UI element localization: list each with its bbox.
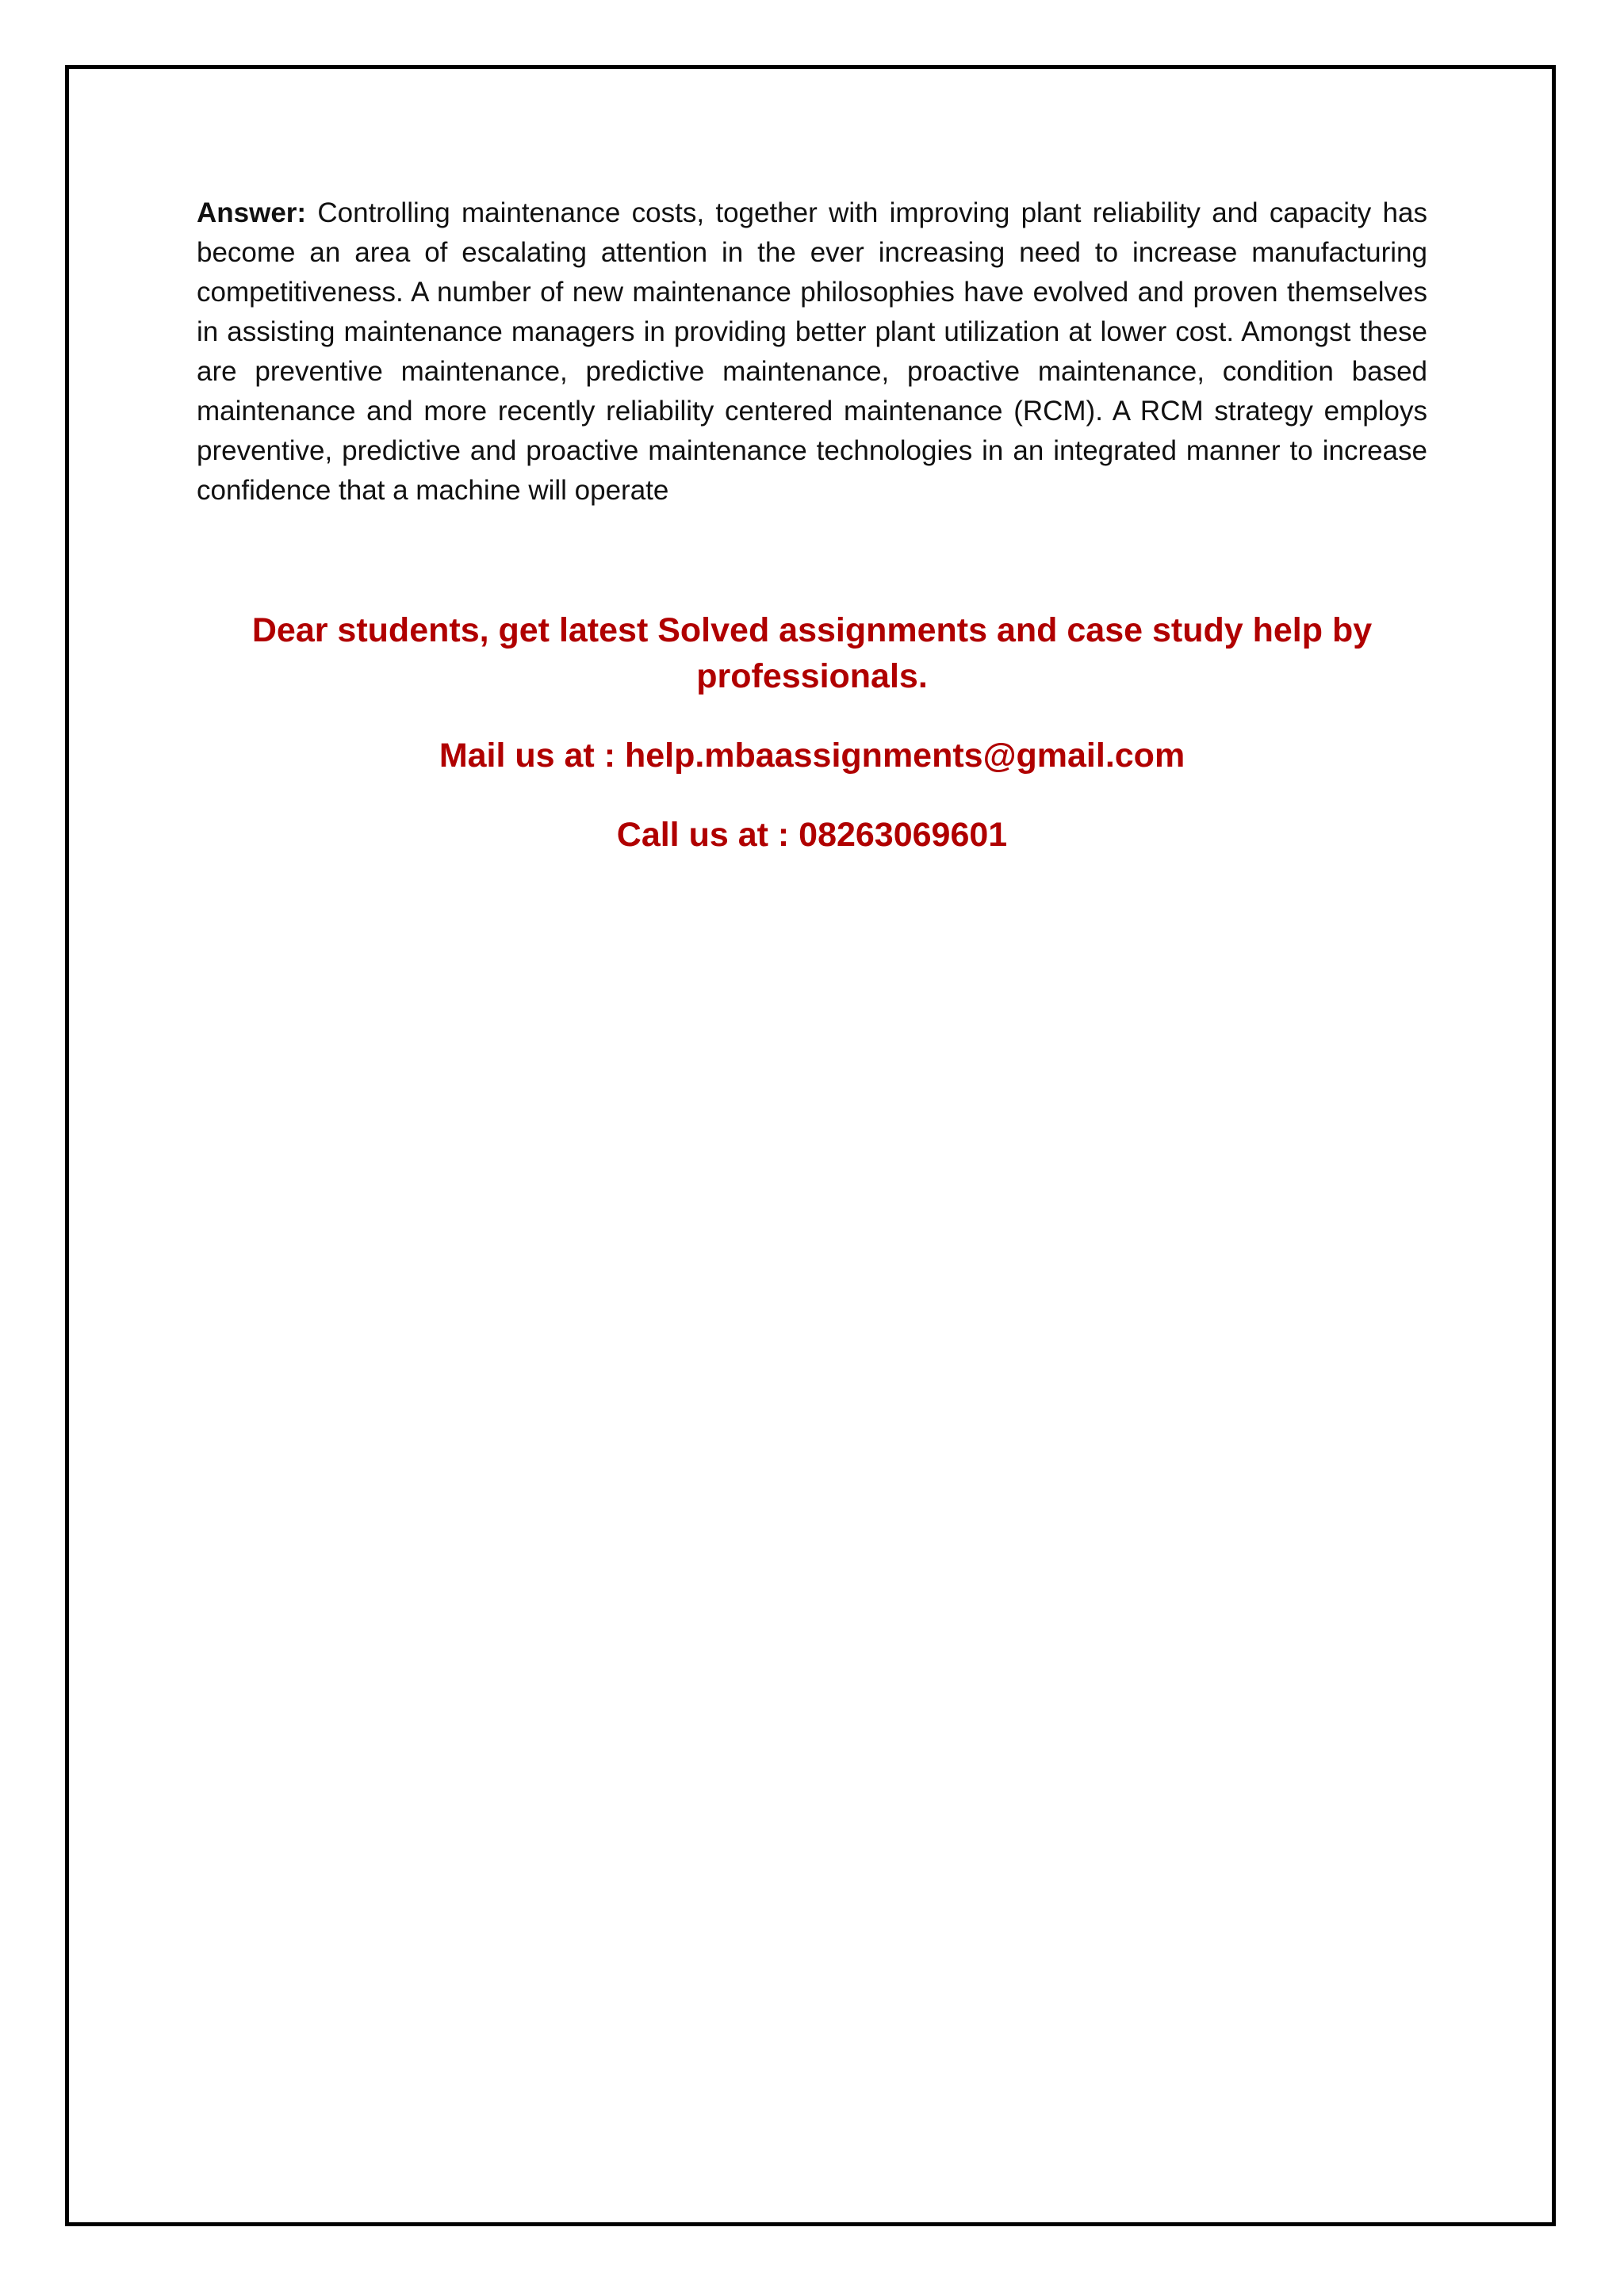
answer-label: Answer: xyxy=(197,197,307,228)
promo-headline: Dear students, get latest Solved assignments and case study help by professionals. xyxy=(251,611,1373,695)
answer-paragraph xyxy=(197,193,1427,511)
promo-mail-line: Mail us at : help.mbaassignments@gmail.com xyxy=(439,737,1185,775)
promo-call-line: Call us at : 08263069601 xyxy=(616,816,1008,854)
answer-text: Controlling maintenance costs, together with improving plant reliability and capacity has become an area of escalating attention in the ever increasing need to increase manufacturing competitiveness. A number of new maintenance philosophies have evolved and proven themselves in assisting maintenance managers in providing better plant utilization at lower cost. Amongst these are preventive maintenance, predictive maintenance, proactive maintenance, condition based maintenance and more recently reliability centered maintenance (RCM). A RCM strategy employs preventive, predictive and proactive maintenance technologies in an integrated manner to increase confidence that a machine will operate xyxy=(197,197,1427,506)
